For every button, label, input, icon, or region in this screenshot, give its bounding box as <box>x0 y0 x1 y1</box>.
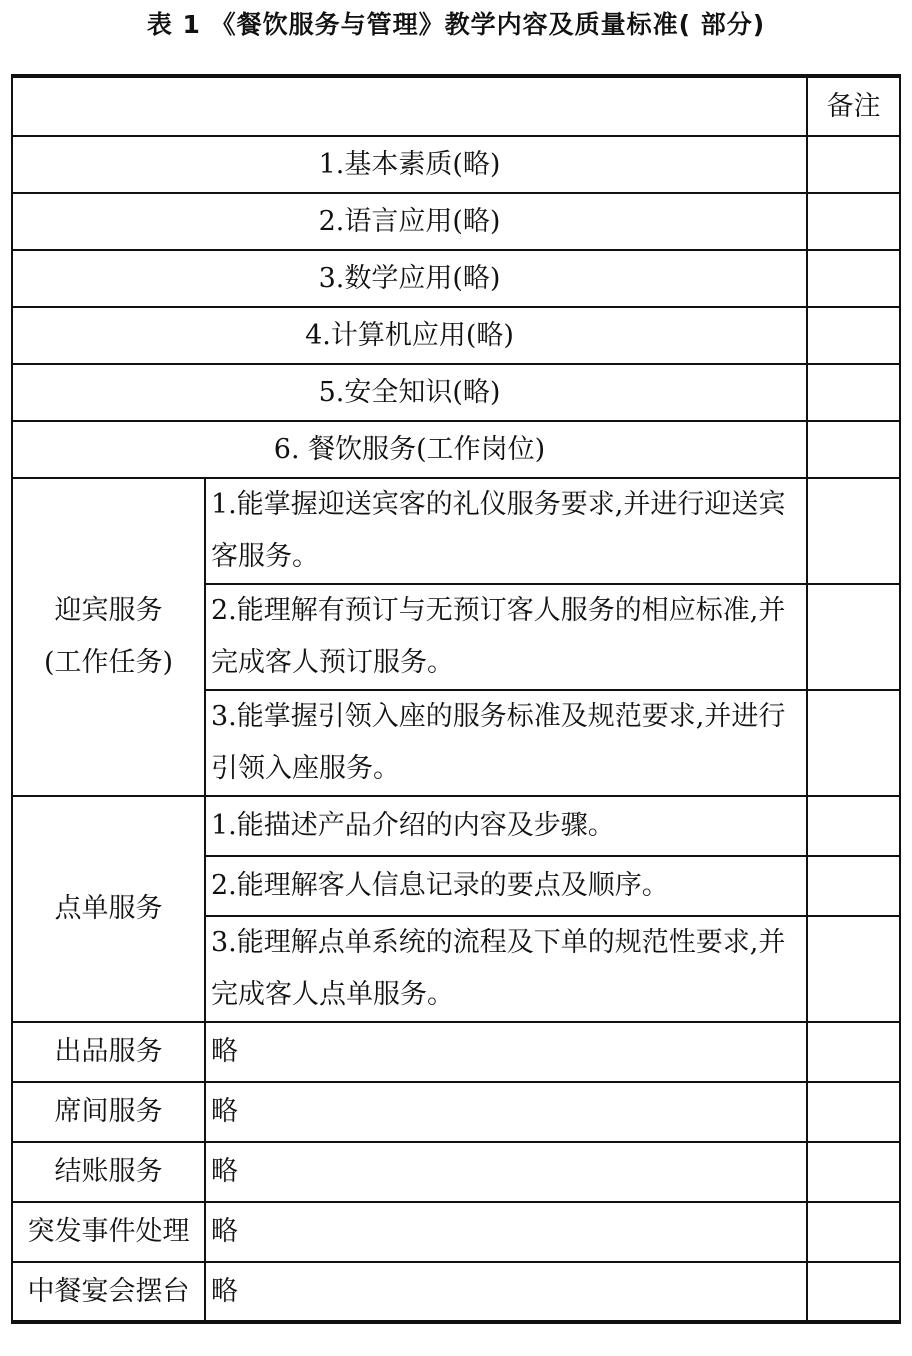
remarks-header: 备注 <box>807 76 900 136</box>
remarks-cell <box>807 136 900 193</box>
table-row <box>12 193 900 250</box>
task-serving-service: 出品服务 <box>12 1022 205 1082</box>
header-row <box>12 76 900 136</box>
general-row-computer: 4.计算机应用(略) <box>12 307 807 364</box>
task-ordering-service: 点单服务 <box>12 796 205 1022</box>
general-row-basic-quality: 1.基本素质(略) <box>12 136 807 193</box>
general-row-language: 2.语言应用(略) <box>12 193 807 250</box>
requirement-cell: 略 <box>205 1202 807 1262</box>
task-banquet-table-setting: 中餐宴会摆台 <box>12 1262 205 1322</box>
requirement-cell: 2.能理解客人信息记录的要点及顺序。 <box>205 856 807 916</box>
remarks-cell <box>807 421 900 478</box>
table-row <box>12 136 900 193</box>
table-row <box>12 421 900 478</box>
task-name: 迎宾服务 <box>54 595 163 626</box>
remarks-cell <box>807 796 900 856</box>
table-row <box>12 250 900 307</box>
table-row <box>12 1262 900 1322</box>
remarks-cell <box>807 307 900 364</box>
requirement-cell: 3.能掌握引领入座的服务标准及规范要求,并进行引领入座服务。 <box>205 690 807 796</box>
requirement-cell: 略 <box>205 1082 807 1142</box>
table-title: 表 1 《餐饮服务与管理》教学内容及质量标准( 部分) <box>146 10 766 39</box>
table-row <box>12 796 900 856</box>
table-row <box>12 364 900 421</box>
general-row-catering-post: 6. 餐饮服务(工作岗位) <box>12 421 807 478</box>
requirement-cell: 1.能掌握迎送宾客的礼仪服务要求,并进行迎送宾客服务。 <box>205 478 807 584</box>
remarks-cell <box>807 1202 900 1262</box>
table-row <box>12 1142 900 1202</box>
table-row <box>12 1202 900 1262</box>
remarks-cell <box>807 1142 900 1202</box>
table-row <box>12 1022 900 1082</box>
remarks-cell <box>807 193 900 250</box>
requirement-cell: 略 <box>205 1142 807 1202</box>
remarks-cell <box>807 1262 900 1322</box>
remarks-cell <box>807 250 900 307</box>
header-blank-cell <box>12 76 807 136</box>
requirement-cell: 3.能理解点单系统的流程及下单的规范性要求,并完成客人点单服务。 <box>205 916 807 1022</box>
task-checkout-service: 结账服务 <box>12 1142 205 1202</box>
general-row-math: 3.数学应用(略) <box>12 250 807 307</box>
requirement-cell: 1.能描述产品介绍的内容及步骤。 <box>205 796 807 856</box>
table-row <box>12 478 900 584</box>
remarks-cell <box>807 364 900 421</box>
standards-table <box>11 74 901 1324</box>
requirement-cell: 略 <box>205 1262 807 1322</box>
remarks-cell <box>807 856 900 916</box>
remarks-cell <box>807 1082 900 1142</box>
task-type-label: (工作任务) <box>43 647 174 678</box>
general-row-safety: 5.安全知识(略) <box>12 364 807 421</box>
task-table-service: 席间服务 <box>12 1082 205 1142</box>
task-greeting-service <box>12 478 205 796</box>
remarks-cell <box>807 584 900 690</box>
remarks-cell <box>807 1022 900 1082</box>
requirement-cell: 略 <box>205 1022 807 1082</box>
table-row <box>12 1082 900 1142</box>
table-row <box>12 307 900 364</box>
remarks-cell <box>807 690 900 796</box>
remarks-cell <box>807 478 900 584</box>
task-emergency-handling: 突发事件处理 <box>12 1202 205 1262</box>
requirement-cell: 2.能理解有预订与无预订客人服务的相应标准,并完成客人预订服务。 <box>205 584 807 690</box>
remarks-cell <box>807 916 900 1022</box>
